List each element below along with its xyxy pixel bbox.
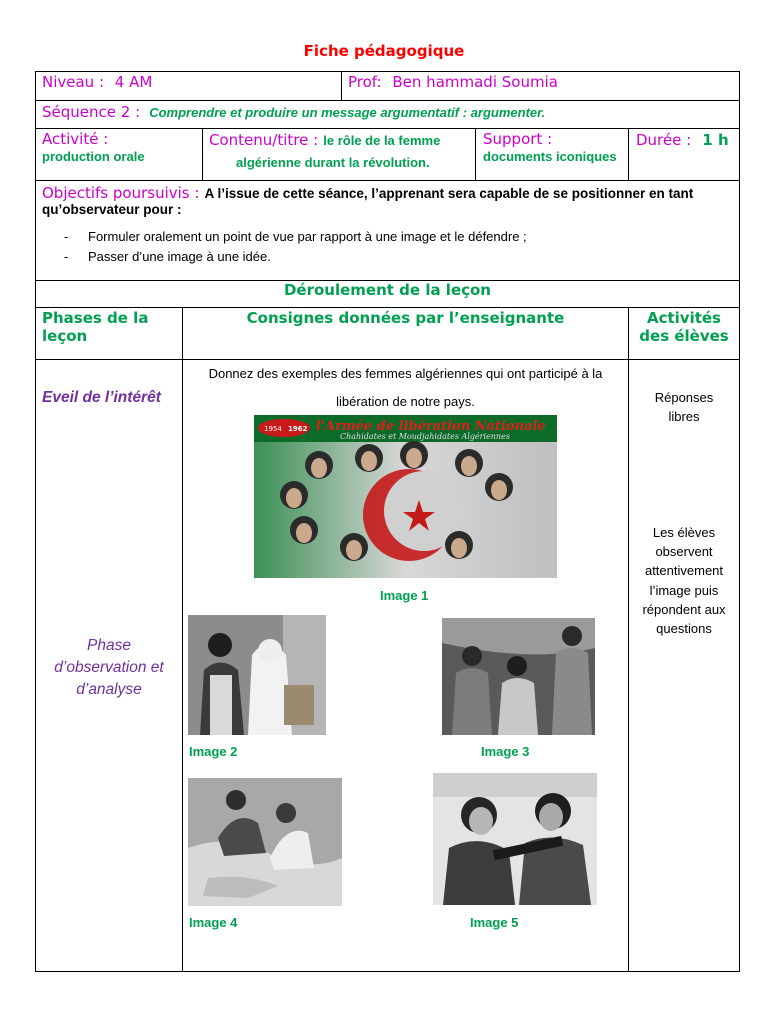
image-5-art (433, 773, 597, 905)
poster-title: l'Armée de libération Nationale (316, 419, 546, 434)
activite-label: Activité : (42, 130, 109, 148)
col-activites-header (629, 309, 739, 345)
image-1-caption: Image 1 (380, 588, 429, 603)
objectifs-list (42, 227, 736, 267)
col-consignes-header: Consignes données par l’enseignante (246, 309, 565, 327)
image-3-photo (442, 618, 595, 735)
prof-label: Prof: (348, 73, 382, 91)
consigne-text (183, 360, 628, 416)
deroulement-heading: Déroulement de la leçon (283, 281, 491, 299)
image-4-caption: Image 4 (189, 915, 238, 930)
consigne-line-1: Donnez des exemples des femmes algériennes qui ont participé à la (208, 366, 603, 381)
phase-observation-line-1: Phase (87, 637, 131, 654)
reponses-line-2: libres (668, 409, 700, 424)
prof-value: Ben hammadi Soumia (392, 73, 558, 91)
sequence-value: Comprendre et produire un message argumentatif : argumenter. (149, 105, 546, 120)
obs-line-3: attentivement (644, 563, 724, 579)
activite-cell (42, 130, 145, 164)
col-phases-line-1: Phases de la (42, 309, 149, 327)
image-3-caption: Image 3 (481, 744, 530, 759)
support-cell (483, 130, 617, 164)
phase-observation-line-2: d’observation et (54, 659, 164, 676)
reponses-line-1: Réponses (654, 390, 714, 405)
poster-subtitle: Chahidates et Moudjahidates Algériennes (340, 432, 510, 441)
contenu-value-1: le rôle de la femme (323, 133, 441, 148)
objectifs-label: Objectifs poursuivis : (42, 184, 200, 202)
activite-value: production orale (42, 149, 145, 164)
sequence-label: Séquence 2 : (42, 103, 141, 121)
niveau-label: Niveau : (42, 73, 105, 91)
image-5-caption: Image 5 (470, 915, 519, 930)
objectif-item: - Passer d’une image à une idée. (64, 247, 736, 267)
duree-label: Durée : (636, 131, 692, 149)
support-label: Support : (483, 130, 553, 148)
objectif-item: - Formuler oralement un point de vue par rapport à une image et le défendre ; (64, 227, 736, 247)
support-value: documents iconiques (483, 149, 617, 164)
obs-line-4: l’image puis (649, 582, 719, 598)
col-activites-line-1: Activités (646, 309, 721, 327)
niveau-cell (42, 73, 152, 91)
poster-art (254, 415, 557, 578)
niveau-value: 4 AM (114, 73, 153, 91)
phase-eveil: Eveil de l’intérêt (42, 389, 161, 406)
duree-cell (636, 130, 729, 149)
image-4-art (188, 778, 342, 906)
phase-observation-line-3: d’analyse (76, 681, 142, 698)
contenu-label: Contenu/titre : (209, 131, 319, 149)
image-2-photo (188, 615, 326, 735)
objectifs-cell (42, 183, 736, 267)
col-phases-line-2: leçon (42, 327, 88, 345)
image-4-photo (188, 778, 342, 906)
phase-observation (36, 635, 182, 701)
poster-year-2: 1962 (288, 425, 308, 433)
prof-cell (348, 73, 558, 91)
consigne-line-2: libération de notre pays. (336, 394, 475, 409)
obs-line-5: répondent aux (642, 601, 726, 617)
activite-observation (629, 523, 739, 638)
duree-value: 1 h (702, 131, 729, 149)
obs-line-6: questions (656, 621, 712, 637)
contenu-cell (209, 130, 471, 170)
image-1-poster (254, 415, 557, 578)
sequence-cell (42, 102, 545, 121)
objectifs-text-2: qu’observateur pour : (42, 202, 182, 217)
poster-year-1: 1954 (264, 425, 282, 433)
objectifs-text-1: A l’issue de cette séance, l’apprenant sera capable de se positionner en tant (204, 186, 694, 201)
contenu-value-2: algérienne durant la révolution. (236, 155, 430, 170)
obs-line-2: observent (655, 544, 713, 560)
image-5-photo (433, 773, 597, 905)
image-2-caption: Image 2 (189, 744, 238, 759)
obs-line-1: Les élèves (652, 525, 716, 540)
activite-reponses (629, 388, 739, 426)
col-activites-line-2: des élèves (639, 327, 729, 345)
image-2-art (188, 615, 326, 735)
col-phases-header (42, 309, 148, 345)
document-title: Fiche pédagogique (303, 42, 465, 60)
image-3-art (442, 618, 595, 735)
